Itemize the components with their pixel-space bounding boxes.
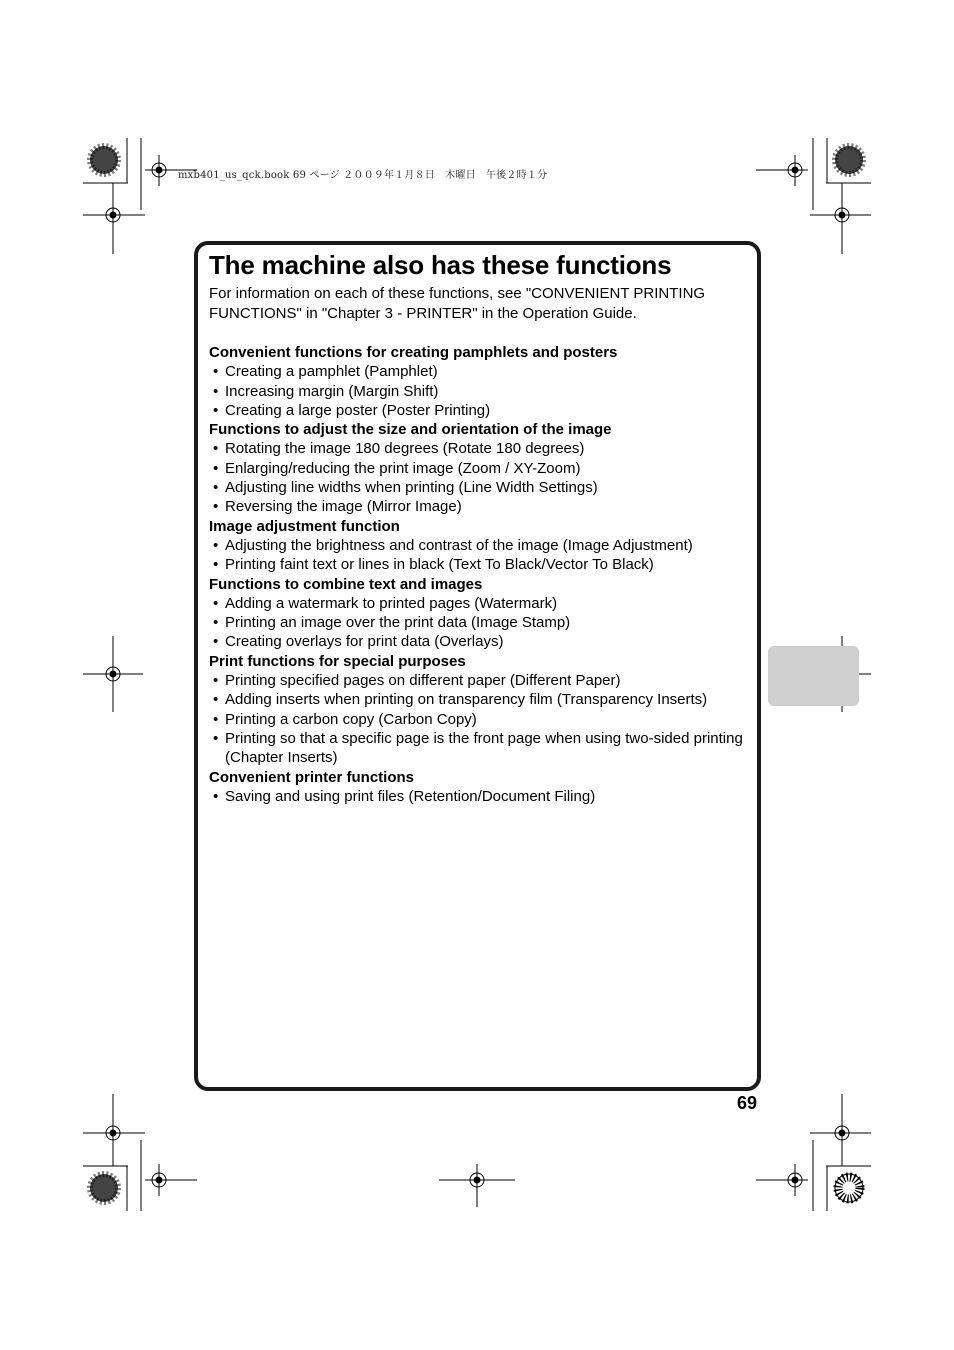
print-header: mxb401_us_qck.book 69 ページ ２００９年１月８日 木曜日 午後２時１分 [178, 170, 548, 181]
chapter-side-tab [768, 646, 859, 706]
list-item [209, 478, 749, 497]
list-item-text: Rotating the image 180 degrees (Rotate 180 degrees) [225, 440, 585, 458]
list-item-text: Adding inserts when printing on transparency film (Transparency Inserts) [225, 691, 708, 709]
list-item [209, 497, 749, 516]
list-item-text: Adjusting line widths when printing (Line Width Settings) [225, 479, 598, 497]
section-list [209, 787, 749, 806]
list-item [209, 690, 749, 709]
list-item-text: Adding a watermark to printed pages (Watermark) [225, 594, 558, 612]
bullet-icon: • [213, 787, 219, 805]
list-item [209, 382, 749, 401]
bullet-icon: • [213, 479, 219, 497]
bullet-icon: • [213, 729, 219, 747]
bullet-icon: • [213, 382, 219, 400]
list-item-text: Printing an image over the print data (Image Stamp) [225, 614, 571, 632]
list-item-text: Reversing the image (Mirror Image) [225, 498, 462, 516]
function-sections [209, 343, 749, 806]
bullet-icon: • [213, 401, 219, 419]
bullet-icon: • [213, 710, 219, 728]
list-item-text: Creating overlays for print data (Overlays) [225, 633, 504, 651]
bullet-icon: • [213, 440, 219, 458]
section-heading: Functions to combine text and images [209, 575, 483, 593]
list-item [209, 555, 749, 574]
list-item-text: Printing specified pages on different paper (Different Paper) [225, 672, 621, 690]
intro-paragraph: For information on each of these functions, see "CONVENIENT PRINTING FUNCTIONS" in "Chapter 3 - PRINTER" in the Operation Guide. [209, 285, 706, 322]
page-number: 69 [737, 1093, 758, 1113]
list-item-text: Creating a large poster (Poster Printing) [225, 401, 491, 419]
list-item-text: Printing so that a specific page is the front page when using two-sided printing (Chapter Inserts) [225, 729, 743, 767]
bullet-icon: • [213, 633, 219, 651]
section-list [209, 594, 749, 652]
section-list [209, 439, 749, 516]
section-heading: Image adjustment function [209, 517, 400, 535]
bullet-icon: • [213, 498, 219, 516]
list-item [209, 613, 749, 632]
list-item [209, 459, 749, 478]
bullet-icon: • [213, 672, 219, 690]
bullet-icon: • [213, 459, 219, 477]
list-item [209, 671, 749, 690]
bullet-icon: • [213, 691, 219, 709]
list-item-text: Printing a carbon copy (Carbon Copy) [225, 710, 477, 728]
page-title: The machine also has these functions [209, 250, 672, 280]
section-list [209, 362, 749, 420]
list-item [209, 632, 749, 651]
list-item [209, 729, 749, 768]
bullet-icon: • [213, 614, 219, 632]
section-heading: Convenient functions for creating pamphlets and posters [209, 344, 618, 361]
list-item [209, 536, 749, 555]
bullet-icon: • [213, 536, 219, 554]
list-item-text: Enlarging/reducing the print image (Zoom / XY-Zoom) [225, 459, 581, 477]
section-list [209, 536, 749, 575]
list-item-text: Printing faint text or lines in black (Text To Black/Vector To Black) [225, 556, 654, 574]
section-heading: Functions to adjust the size and orientation of the image [209, 421, 612, 439]
section-heading: Convenient printer functions [209, 768, 415, 786]
section-heading: Print functions for special purposes [209, 652, 466, 670]
list-item [209, 594, 749, 613]
list-item-text: Increasing margin (Margin Shift) [225, 382, 439, 400]
section-list [209, 671, 749, 767]
bullet-icon: • [213, 556, 219, 574]
list-item [209, 710, 749, 729]
list-item [209, 362, 749, 381]
list-item [209, 401, 749, 420]
list-item [209, 439, 749, 458]
bullet-icon: • [213, 363, 219, 381]
main-content [209, 248, 749, 806]
list-item-text: Saving and using print files (Retention/Document Filing) [225, 787, 596, 805]
list-item [209, 787, 749, 806]
list-item-text: Adjusting the brightness and contrast of the image (Image Adjustment) [225, 536, 693, 554]
bullet-icon: • [213, 594, 219, 612]
list-item-text: Creating a pamphlet (Pamphlet) [225, 363, 438, 381]
